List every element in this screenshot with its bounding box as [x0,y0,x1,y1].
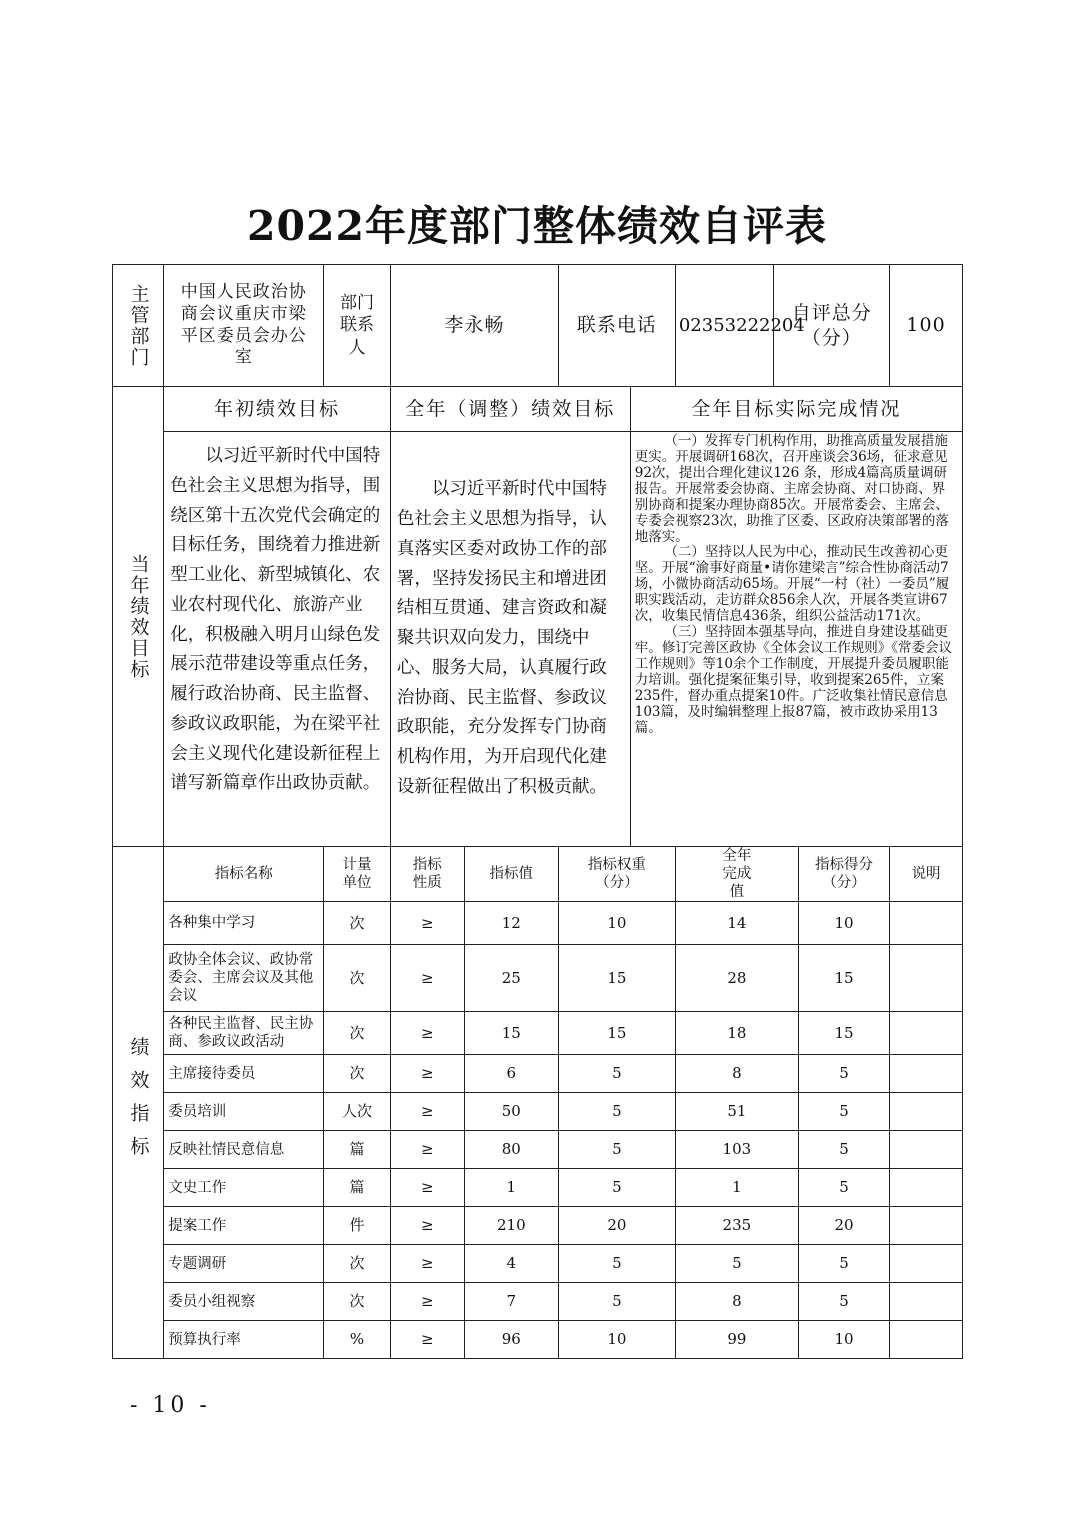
indicator-score: 15 [798,1012,889,1055]
indicator-actual: 28 [675,945,798,1012]
indicator-score: 5 [798,1055,889,1093]
indicator-nature: ≥ [390,1055,464,1093]
goals-side-label: 当年绩效目标 [127,553,150,680]
indicator-name: 专题调研 [164,1245,324,1283]
indicator-name: 政协全体会议、政协常委会、主席会议及其他会议 [164,945,324,1012]
table-row [113,1321,963,1359]
indicator-unit: 篇 [324,1131,391,1169]
indicator-unit: 次 [324,1283,391,1321]
indicator-weight: 20 [558,1207,675,1245]
indicator-value: 7 [464,1283,558,1321]
indicator-value: 12 [464,902,558,945]
table-row [113,1245,963,1283]
indicator-nature: ≥ [390,1093,464,1131]
indicator-note [890,1169,963,1207]
indicator-actual: 99 [675,1321,798,1359]
score-value: 100 [890,265,963,387]
indicator-value: 50 [464,1093,558,1131]
indicator-actual: 8 [675,1055,798,1093]
indicator-score: 10 [798,902,889,945]
indicator-nature: ≥ [390,1012,464,1055]
indicators-side-label: 绩效指标 [127,1036,150,1169]
indicator-weight: 10 [558,1321,675,1359]
indicator-name: 委员培训 [164,1093,324,1131]
indicator-note [890,1321,963,1359]
hdr-nature: 指标性质 [390,847,464,902]
indicator-note [890,1283,963,1321]
indicator-actual: 51 [675,1093,798,1131]
indicator-unit: % [324,1321,391,1359]
indicator-unit: 次 [324,945,391,1012]
adjusted-goal-text: 以习近平新时代中国特色社会主义思想为指导，认真落实区委对政协工作的部署，坚持发扬民主和增进团结相互贯通、建言资政和凝聚共识双向发力，围绕中心、服务大局，认真履行政治协商、民主监督、参政议政职能，充分发挥专门协商机构作用，为开启现代化建设新征程做出了积极贡献。 [390,432,630,847]
actual-paragraph: （二）坚持以人民为中心，推动民生改善初心更坚。开展“渝事好商量•请你建梁言”综合性协商活动7场，小微协商活动65场。开展“一村（社）一委员”履职实践活动，走访群众856余人次，开展各类宣讲67次，收集民情信息436条，组织公益活动171次。 [634,544,950,625]
indicator-score: 20 [798,1207,889,1245]
table-row [113,902,963,945]
col-actual-completion: 全年目标实际完成情况 [630,387,962,432]
table-row [113,1283,963,1321]
dept-name: 中国人民政治协商会议重庆市梁平区委员会办公室 [164,265,324,387]
indicator-actual: 5 [675,1245,798,1283]
indicator-name: 各种民主监督、民主协商、参政议政活动 [164,1012,324,1055]
indicator-nature: ≥ [390,1321,464,1359]
indicator-name: 预算执行率 [164,1321,324,1359]
indicator-weight: 5 [558,1055,675,1093]
indicator-header-row [113,847,963,902]
indicator-note [890,1245,963,1283]
table-row [113,1169,963,1207]
hdr-name: 指标名称 [164,847,324,902]
hdr-value: 指标值 [464,847,558,902]
indicator-value: 15 [464,1012,558,1055]
hdr-score: 指标得分（分） [798,847,889,902]
indicator-note [890,1055,963,1093]
indicator-nature: ≥ [390,1207,464,1245]
indicator-actual: 103 [675,1131,798,1169]
indicator-actual: 14 [675,902,798,945]
table-row [113,1093,963,1131]
indicator-unit: 篇 [324,1169,391,1207]
indicator-unit: 次 [324,1012,391,1055]
score-label: 自评总分（分） [774,265,890,387]
indicator-nature: ≥ [390,1245,464,1283]
indicator-actual: 1 [675,1169,798,1207]
indicator-unit: 件 [324,1207,391,1245]
indicator-note [890,1012,963,1055]
indicator-weight: 15 [558,945,675,1012]
indicator-weight: 5 [558,1245,675,1283]
indicator-weight: 5 [558,1093,675,1131]
indicator-score: 5 [798,1283,889,1321]
indicator-value: 6 [464,1055,558,1093]
indicator-note [890,1207,963,1245]
indicator-score: 15 [798,945,889,1012]
table-row [113,1131,963,1169]
performance-table [112,264,963,1359]
table-row [113,1012,963,1055]
indicator-weight: 5 [558,1131,675,1169]
indicator-value: 1 [464,1169,558,1207]
indicator-note [890,902,963,945]
actual-paragraph: （一）发挥专门机构作用，助推高质量发展措施更实。开展调研168次，召开座谈会36场，征求意见92次，提出合理化建议126 条，形成4篇高质量调研报告。开展常委会协商、主席会协商、对口协商、界别协商和提案办理协商85次。开展常委会、主席会、专委会视察23次，助推了区委、区政府决策部署的落地落实。 [634,433,949,545]
indicator-note [890,1131,963,1169]
indicator-nature: ≥ [390,1131,464,1169]
indicator-unit: 次 [324,902,391,945]
indicator-score: 5 [798,1093,889,1131]
table-row [113,1207,963,1245]
indicator-value: 25 [464,945,558,1012]
actual-paragraph: （三）坚持固本强基导向，推进自身建设基础更牢。修订完善区政协《全体会议工作规则》《常委会议工作规则》等10余个工作制度，开展提升委员履职能力培训。强化提案征集引导，收到提案265件，立案235件，督办重点提案10件。广泛收集社情民意信息103篇，及时编辑整理上报87篇，被市政协采用13篇。 [634,624,952,736]
page-title: 2022年度部门整体绩效自评表 [246,202,828,250]
dept-label: 主管部门 [127,283,150,368]
hdr-actual: 全年完成值 [675,847,798,902]
phone-value: 02353222204 [675,265,773,387]
col-initial-goal: 年初绩效目标 [164,387,391,432]
contact-name: 李永畅 [390,265,558,387]
indicator-name: 主席接待委员 [164,1055,324,1093]
col-adjusted-goal: 全年（调整）绩效目标 [390,387,630,432]
table-row [113,1055,963,1093]
goals-body-row [113,432,963,847]
indicator-actual: 18 [675,1012,798,1055]
actual-completion-text [630,432,962,847]
indicator-note [890,1093,963,1131]
indicator-actual: 8 [675,1283,798,1321]
indicator-actual: 235 [675,1207,798,1245]
indicator-name: 反映社情民意信息 [164,1131,324,1169]
indicator-score: 10 [798,1321,889,1359]
indicator-name: 各种集中学习 [164,902,324,945]
hdr-unit: 计量单位 [324,847,391,902]
goals-header-row [113,387,963,432]
page-number: - 10 - [130,1393,211,1418]
contact-label: 部门联系人 [324,265,391,387]
indicator-nature: ≥ [390,1169,464,1207]
indicator-weight: 5 [558,1169,675,1207]
hdr-weight: 指标权重（分） [558,847,675,902]
phone-label: 联系电话 [558,265,675,387]
indicator-score: 5 [798,1245,889,1283]
indicator-value: 96 [464,1321,558,1359]
indicator-weight: 5 [558,1283,675,1321]
indicator-value: 4 [464,1245,558,1283]
indicator-weight: 10 [558,902,675,945]
indicator-unit: 次 [324,1055,391,1093]
initial-goal-text: 以习近平新时代中国特色社会主义思想为指导，围绕区第十五次党代会确定的目标任务，围绕着力推进新型工业化、新型城镇化、农业农村现代化、旅游产业化，积极融入明月山绿色发展示范带建设等重点任务，履行政治协商、民主监督、参政议政职能，为在梁平社会主义现代化建设新征程上谱写新篇章作出政协贡献。 [164,432,391,847]
indicator-nature: ≥ [390,945,464,1012]
indicator-note [890,945,963,1012]
hdr-note: 说明 [890,847,963,902]
indicator-name: 提案工作 [164,1207,324,1245]
table-row [113,945,963,1012]
indicator-value: 80 [464,1131,558,1169]
indicator-name: 委员小组视察 [164,1283,324,1321]
indicator-value: 210 [464,1207,558,1245]
header-row [113,265,963,387]
indicator-weight: 15 [558,1012,675,1055]
indicator-nature: ≥ [390,902,464,945]
indicator-unit: 人次 [324,1093,391,1131]
indicator-nature: ≥ [390,1283,464,1321]
indicator-name: 文史工作 [164,1169,324,1207]
indicator-unit: 次 [324,1245,391,1283]
indicator-score: 5 [798,1169,889,1207]
indicator-score: 5 [798,1131,889,1169]
